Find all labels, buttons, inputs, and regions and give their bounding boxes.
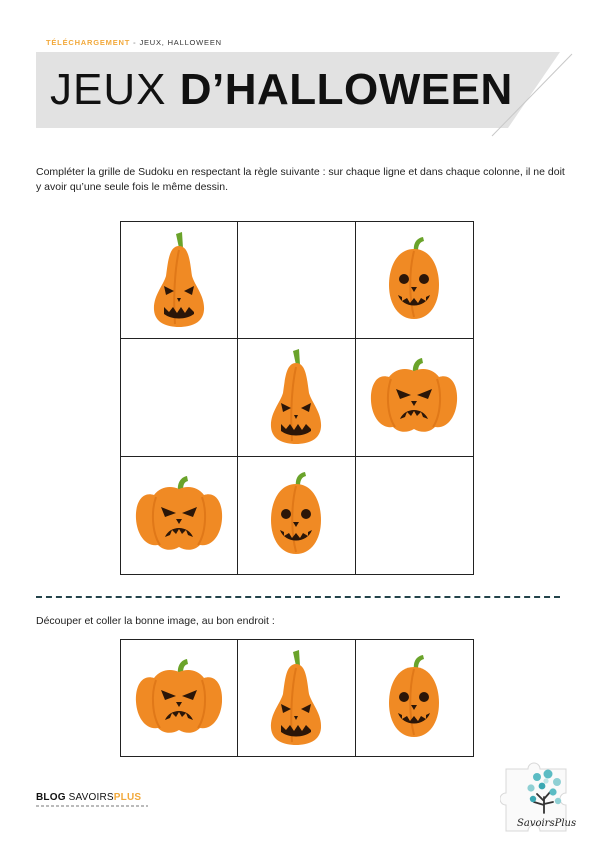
pumpkin-wide-icon	[369, 355, 459, 440]
page-title-light: JEUX	[50, 65, 180, 114]
sudoku-cell-r2c1[interactable]	[121, 339, 238, 456]
sudoku-cell-r3c3[interactable]	[356, 457, 473, 574]
pumpkin-wide-icon	[134, 473, 224, 558]
page-title-bold: D’HALLOWEEN	[179, 65, 513, 114]
pumpkin-tall-icon	[268, 646, 324, 751]
pumpkin-tall-icon	[268, 345, 324, 450]
pumpkin-round-icon	[385, 235, 443, 326]
blog-logo-tagline-graphic	[36, 805, 148, 807]
pumpkin-wide-icon	[134, 656, 224, 741]
cutout-cell-r1c3[interactable]	[356, 640, 473, 756]
cutout-cell-r1c2[interactable]	[238, 640, 355, 756]
sudoku-cell-r2c2[interactable]	[238, 339, 355, 456]
blog-logo-part1: BLOG	[36, 792, 69, 803]
breadcrumb-topic[interactable]: JEUX, HALLOWEEN	[139, 38, 222, 47]
pumpkin-round-icon	[267, 470, 325, 561]
cutout-instruction: Découper et coller la bonne image, au bon endroit :	[36, 615, 275, 627]
cutout-cell-r1c1[interactable]	[121, 640, 238, 756]
breadcrumb	[46, 38, 222, 47]
pumpkin-round-icon	[385, 653, 443, 744]
sudoku-grid	[120, 221, 474, 575]
sudoku-cell-r1c3[interactable]	[356, 222, 473, 339]
breadcrumb-category[interactable]: TÉLÉCHARGEMENT	[46, 38, 131, 47]
sudoku-cell-r2c3[interactable]	[356, 339, 473, 456]
breadcrumb-separator: -	[133, 38, 137, 47]
sudoku-cell-r1c1[interactable]	[121, 222, 238, 339]
pumpkin-tall-icon	[151, 228, 207, 333]
cut-line-divider	[36, 596, 560, 598]
brand-name: SavoirsPlus	[517, 818, 577, 829]
blog-logo-part2: SAVOIRS	[68, 792, 114, 803]
sudoku-cell-r3c2[interactable]	[238, 457, 355, 574]
cutout-grid	[120, 639, 474, 757]
blog-logo-part3: PLUS	[113, 792, 142, 803]
sudoku-cell-r3c1[interactable]	[121, 457, 238, 574]
blog-logo[interactable]	[36, 792, 148, 807]
sudoku-instruction: Compléter la grille de Sudoku en respectant la règle suivante : sur chaque ligne et dans chaque colonne, il ne doit y avoir qu’une seule fois le même dessin.	[36, 166, 565, 193]
sudoku-cell-r1c2[interactable]	[238, 222, 355, 339]
page-title	[50, 64, 513, 116]
